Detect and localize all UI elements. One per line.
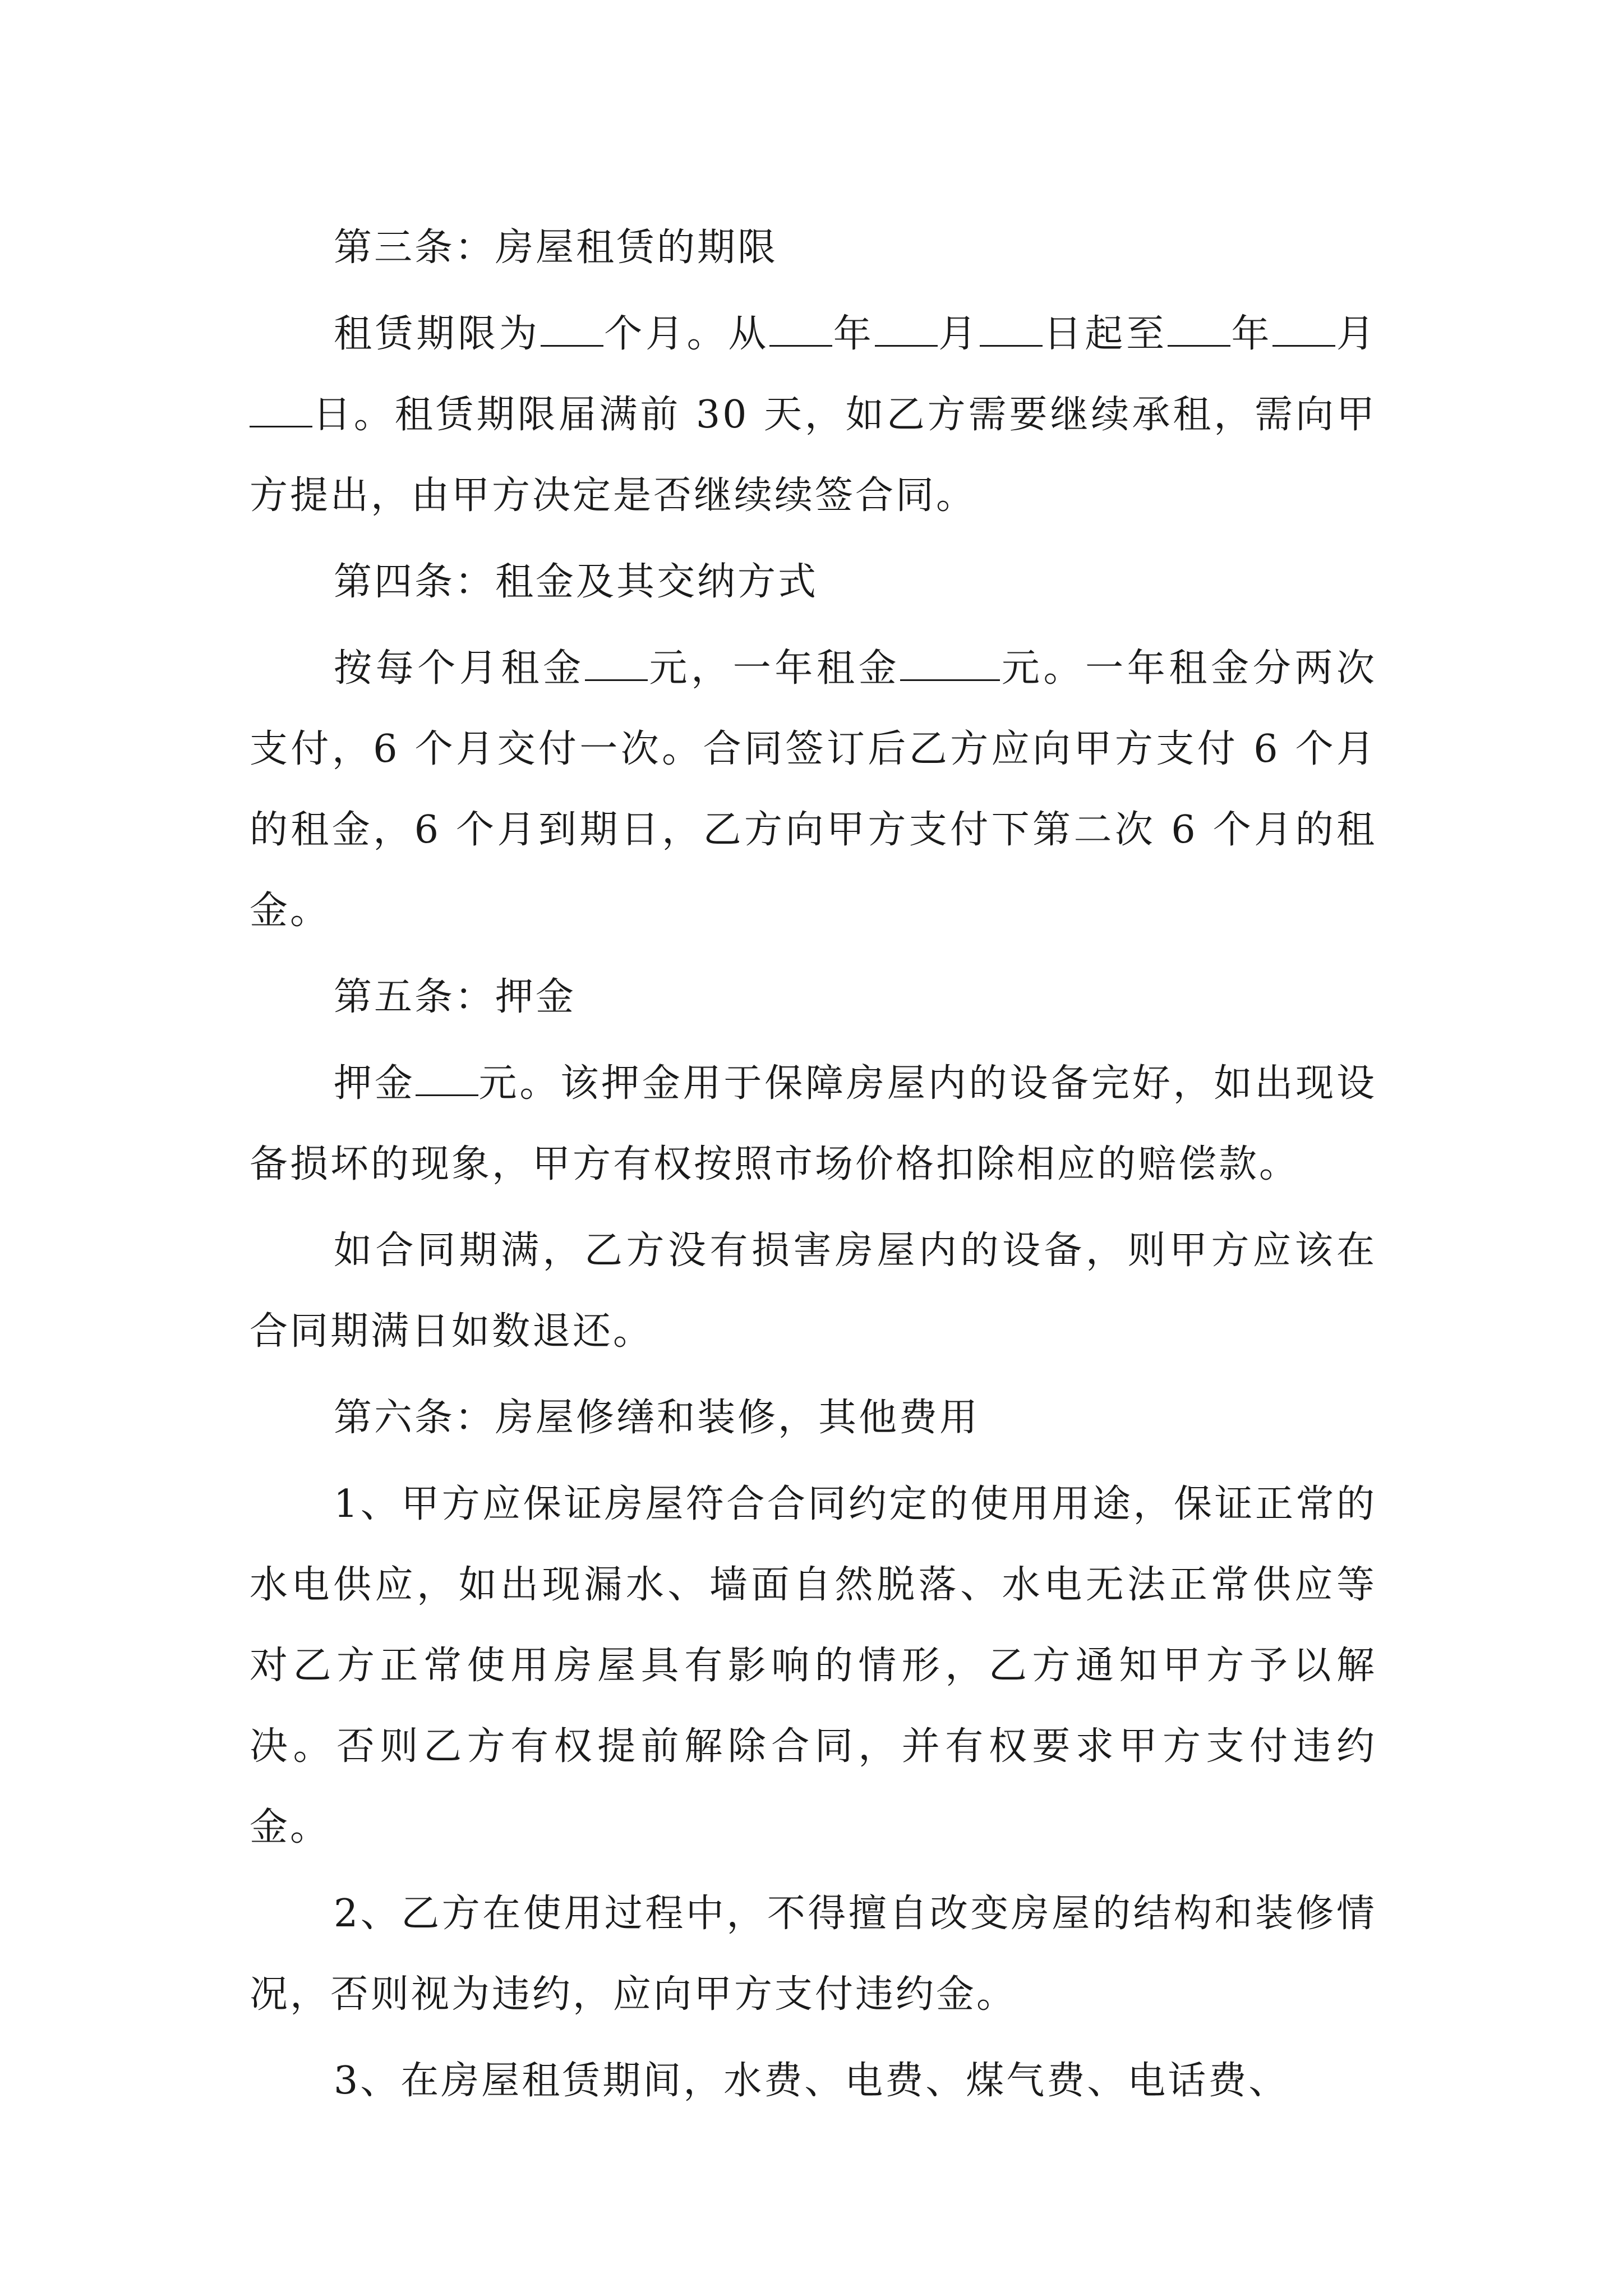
blank-line (875, 311, 938, 347)
text-segment: 月 (1335, 312, 1377, 356)
blank-line (1272, 311, 1335, 347)
blank-line (980, 311, 1043, 347)
blank-line (1168, 311, 1230, 347)
article-3-paragraph (250, 294, 1377, 536)
article-6-clause-3: 3、在房屋租赁期间，水费、电费、煤气费、电话费、 (334, 2059, 1289, 2103)
blank-line (585, 646, 648, 681)
text-segment: 日起至 (1042, 312, 1168, 356)
article-5-heading: 第五条：押金 (334, 975, 577, 1019)
article-6-heading: 第六条：房屋修缮和装修，其他费用 (334, 1396, 980, 1440)
article-6-clause-1: 1、甲方应保证房屋符合合同约定的使用用途，保证正常的水电供应，如出现漏水、墙面自然脱落、水电无法正常供应等对乙方正常使用房屋具有影响的情形，乙方通知甲方予以解决。否则乙方有权提前解除合同，并有权要求甲方支付违约金。 (250, 1482, 1377, 1849)
article-4-heading: 第四条：租金及其交纳方式 (334, 560, 819, 604)
blank-line (250, 392, 312, 427)
text-segment: 月 (937, 312, 980, 356)
article-6-clause-2: 2、乙方在使用过程中，不得擅自改变房屋的结构和装修情况，否则视为违约，应向甲方支付违约金。 (250, 1892, 1377, 2017)
text-segment: 租赁期限为 (334, 312, 541, 356)
article-4-paragraph (250, 628, 1377, 951)
text-segment: 元，一年租金 (647, 646, 901, 691)
text-segment: 押金 (334, 1061, 416, 1106)
article-5-paragraph-2: 如合同期满，乙方没有损害房屋内的设备，则甲方应该在合同期满日如数退还。 (250, 1228, 1377, 1354)
blank-line (416, 1061, 478, 1096)
text-segment: 按每个月租金 (334, 646, 585, 691)
text-segment: 年 (1230, 312, 1273, 356)
text-segment: 个月。从 (603, 312, 770, 356)
text-segment: 元。该押金用于保障房屋内的设备完好，如出现设备损坏的现象，甲方有权按照市场价格扣除相应的赔偿款。 (250, 1061, 1377, 1186)
blank-line (900, 646, 1000, 681)
article-3-heading: 第三条：房屋租赁的期限 (334, 226, 778, 270)
text-segment: 元。一年租金分两次支付，6 个月交付一次。合同签订后乙方应向甲方支付 6 个月的租金，6 个月到期日，乙方向甲方支付下第二次 6 个月的租金。 (250, 646, 1377, 933)
article-5-paragraph-1 (250, 1043, 1377, 1205)
blank-line (769, 311, 832, 347)
document-page (250, 208, 1377, 2127)
blank-line (541, 311, 603, 347)
text-segment: 日。租赁期限届满前 30 天，如乙方需要继续承租，需向甲方提出，由甲方决定是否继续续签合同。 (250, 393, 1377, 518)
text-segment: 年 (832, 312, 875, 356)
